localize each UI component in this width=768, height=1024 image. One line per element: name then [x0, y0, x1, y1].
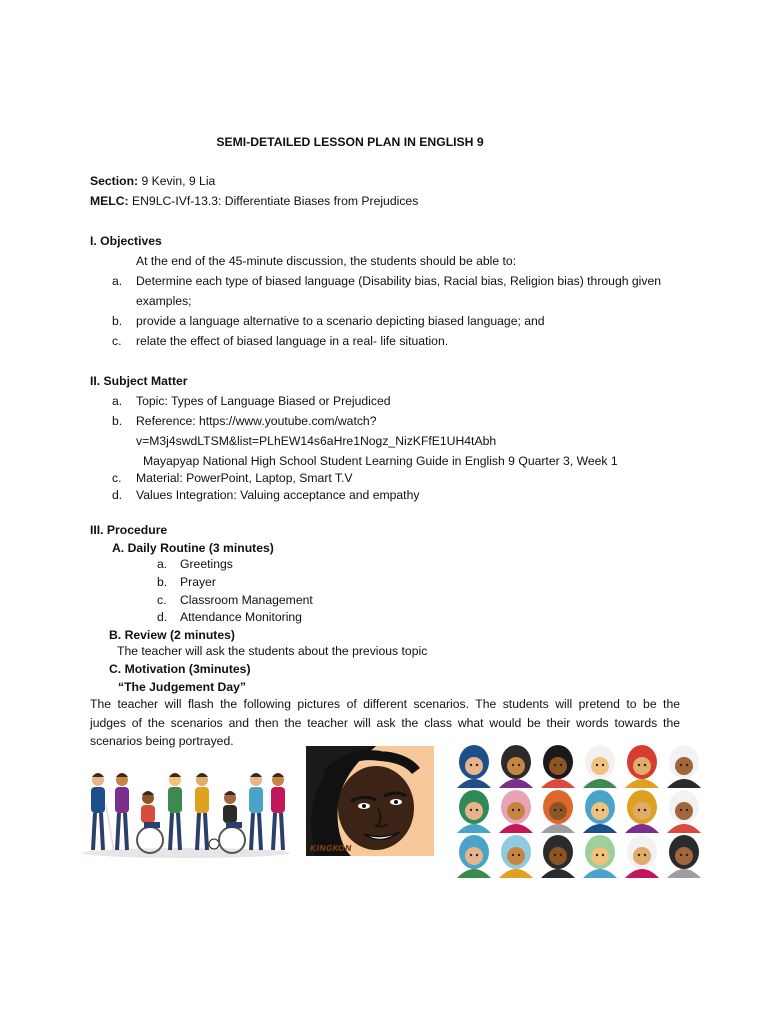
daily-routine-heading: A. Daily Routine (3 minutes): [112, 541, 274, 555]
routine-marker-c: c.: [157, 593, 167, 607]
avatar: [667, 745, 701, 788]
material-text: Material: PowerPoint, Laptop, Smart T.V: [136, 471, 353, 485]
routine-item-prayer: Prayer: [180, 575, 216, 589]
motivation-paragraph: [90, 695, 680, 751]
avatar: [541, 790, 575, 833]
avatar: [541, 835, 575, 878]
avatar: [499, 790, 533, 833]
material-marker: c.: [112, 471, 122, 485]
values-text: Values Integration: Valuing acceptance and empathy: [136, 488, 420, 502]
person-figure: [115, 773, 129, 850]
person-figure: [168, 773, 182, 850]
religious-attire-avatars-grid: [452, 744, 706, 878]
topic-text: Topic: Types of Language Biased or Prejudiced: [136, 394, 391, 408]
review-text: The teacher will ask the students about the previous topic: [117, 644, 428, 658]
avatar: [457, 790, 491, 833]
avatar: [625, 745, 659, 788]
objective-marker-b: b.: [112, 314, 123, 328]
person-figure: [137, 791, 163, 853]
routine-marker-b: b.: [157, 575, 168, 589]
routine-item-greetings: Greetings: [180, 557, 233, 571]
section-value: 9 Kevin, 9 Lia: [138, 174, 216, 188]
person-figure: [271, 773, 285, 850]
avatar: [625, 790, 659, 833]
melc-line: [90, 193, 418, 210]
avatar: [583, 745, 617, 788]
avatar: [499, 835, 533, 878]
motivation-line-2: judges of the scenarios and then the teacher will ask the class what would be their words towards the: [90, 715, 680, 730]
motivation-heading: C. Motivation (3minutes): [109, 662, 251, 676]
avatar: [583, 790, 617, 833]
section-label: Section:: [90, 174, 139, 188]
topic-marker: a.: [112, 394, 123, 408]
melc-label: MELC:: [90, 194, 129, 208]
objective-a-line2: examples;: [136, 294, 192, 308]
review-heading: B. Review (2 minutes): [109, 628, 235, 642]
face-illustration: [306, 746, 434, 856]
avatar: [457, 745, 491, 788]
objective-b-text: provide a language alternative to a scenario depicting biased language; and: [136, 314, 545, 328]
avatar: [667, 790, 701, 833]
objectives-heading: I. Objectives: [90, 234, 162, 248]
disability-group-illustration: [80, 760, 292, 860]
routine-item-classroom: Classroom Management: [180, 593, 313, 607]
person-figure: [249, 773, 263, 850]
avatar: [457, 835, 491, 878]
avatar: [499, 745, 533, 788]
subject-matter-heading: II. Subject Matter: [90, 374, 188, 388]
reference-line1: Reference: https://www.youtube.com/watch?: [136, 414, 377, 428]
objectives-intro: At the end of the 45-minute discussion, the students should be able to:: [136, 254, 517, 268]
reference-marker: b.: [112, 414, 123, 428]
objective-c-text: relate the effect of biased language in a real- life situation.: [136, 334, 449, 348]
routine-marker-a: a.: [157, 557, 168, 571]
melc-value: EN9LC-IVf-13.3: Differentiate Biases from Prejudices: [128, 194, 419, 208]
motivation-line-1: The teacher will flash the following pictures of different scenarios. The students will pretend to be the: [90, 697, 680, 711]
kingkon-watermark: KINGKON: [310, 844, 352, 853]
routine-item-attendance: Attendance Monitoring: [180, 610, 302, 624]
objective-marker-c: c.: [112, 334, 122, 348]
page-title: SEMI-DETAILED LESSON PLAN IN ENGLISH 9: [216, 135, 484, 149]
person-figure: [91, 773, 114, 852]
motivation-subtitle: “The Judgement Day”: [118, 680, 246, 694]
avatar: [625, 835, 659, 878]
person-figure: [195, 773, 219, 850]
avatar: [583, 835, 617, 878]
routine-marker-d: d.: [157, 610, 168, 624]
objective-marker-a: a.: [112, 274, 123, 288]
avatar: [541, 745, 575, 788]
procedure-heading: III. Procedure: [90, 523, 168, 537]
reference-line3: Mayapyap National High School Student Learning Guide in English 9 Quarter 3, Week 1: [143, 454, 618, 468]
values-marker: d.: [112, 488, 123, 502]
person-figure: [219, 791, 245, 853]
avatar: [667, 835, 701, 878]
motivation-line-3: scenarios being portrayed.: [90, 734, 234, 748]
section-line: [90, 173, 215, 190]
reference-link: v=M3j4swdLTSM&list=PLhEW14s6aHre1Nogz_NizKFfE1UH4tAbh: [136, 434, 497, 448]
objective-a-line1: Determine each type of biased language (Disability bias, Racial bias, Religion bias) through given: [136, 274, 662, 288]
